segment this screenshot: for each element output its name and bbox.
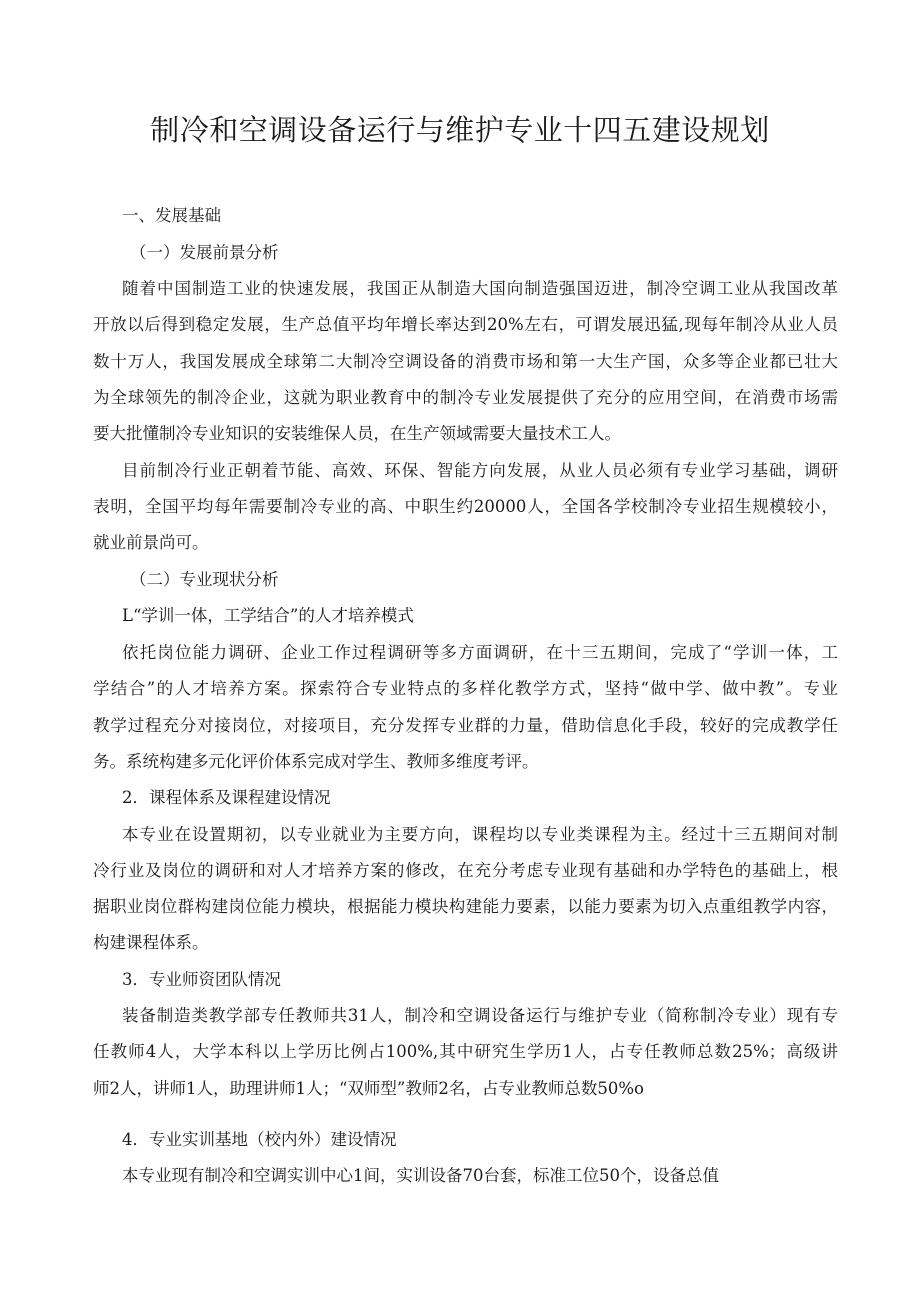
paragraph-line: 冷行业及岗位的调研和对人才培养方案的修改，在充分考虑专业现有基础和办学特色的基础上，根: [93, 861, 838, 880]
subsection-heading-status-analysis: （二）专业现状分析: [130, 570, 279, 589]
paragraph-line: 本专业现有制冷和空调实训中心1间，实训设备70台套，标准工位50个，设备总值: [122, 1166, 719, 1185]
subsection-heading-prospect-analysis: （一）发展前景分析: [130, 243, 279, 262]
item-heading-training-base: 4．专业实训基地（校内外）建设情况: [122, 1130, 397, 1149]
paragraph-line: 开放以后得到稳定发展，生产总值平均年增长率达到20%左右，可谓发展迅猛,现每年制冷从业人员: [93, 315, 838, 334]
paragraph-line: 目前制冷行业正朝着节能、高效、环保、智能方向发展，从业人员必须有专业学习基础，调研: [122, 461, 838, 480]
section-heading-development-basis: 一、发展基础: [122, 206, 221, 225]
item-heading-training-model: L“学训一体，工学结合”的人才培养模式: [122, 606, 414, 625]
paragraph-line: 为全球领先的制冷企业，这就为职业教育中的制冷专业发展提供了充分的应用空间，在消费市场需: [93, 388, 838, 407]
paragraph-line: 就业前景尚可。: [93, 533, 209, 552]
item-heading-faculty: 3．专业师资团队情况: [122, 970, 281, 989]
paragraph-line: 本专业在设置期初，以专业就业为主要方向，课程均以专业类课程为主。经过十三五期间对制: [122, 825, 838, 844]
paragraph-line: 随着中国制造工业的快速发展，我国正从制造大国向制造强国迈进，制冷空调工业从我国改革: [122, 279, 838, 298]
paragraph-line: 要大批懂制冷专业知识的安装维保人员，在生产领域需要大量技术工人。: [93, 424, 621, 443]
paragraph-line: 务。系统构建多元化评价体系完成对学生、教师多维度考评。: [93, 752, 539, 771]
paragraph-line: 构建课程体系。: [93, 933, 209, 952]
paragraph-line: 数十万人，我国发展成全球第二大制冷空调设备的消费市场和第一大生产国，众多等企业都已壮大: [93, 352, 838, 371]
document-title: 制冷和空调设备运行与维护专业十四五建设规划: [150, 113, 770, 147]
paragraph-line: 任教师4人，大学本科以上学历比例占100%,其中研究生学历1人，占专任教师总数25%；高级讲: [93, 1042, 838, 1061]
paragraph-line: 表明，全国平均每年需要制冷专业的高、中职生约20000人，全国各学校制冷专业招生规模较小，: [93, 497, 838, 516]
paragraph-line: 装备制造类教学部专任教师共31人，制冷和空调设备运行与维护专业（简称制冷专业）现有专: [122, 1006, 838, 1025]
paragraph-line: 师2人，讲师1人，助理讲师1人；“双师型”教师2名，占专业教师总数50%o: [93, 1079, 644, 1098]
paragraph-line: 据职业岗位群构建岗位能力模块，根据能力模块构建能力要素，以能力要素为切入点重组教学内容，: [93, 897, 838, 916]
paragraph-line: 依托岗位能力调研、企业工作过程调研等多方面调研，在十三五期间，完成了“学训一体，工: [122, 643, 838, 662]
item-heading-curriculum: 2．课程体系及课程建设情况: [122, 788, 331, 807]
paragraph-line: 教学过程充分对接岗位，对接项目，充分发挥专业群的力量，借助信息化手段，较好的完成教学任: [93, 716, 838, 735]
paragraph-line: 学结合”的人才培养方案。探索符合专业特点的多样化教学方式，坚持“做中学、做中教”。专业: [93, 679, 838, 698]
